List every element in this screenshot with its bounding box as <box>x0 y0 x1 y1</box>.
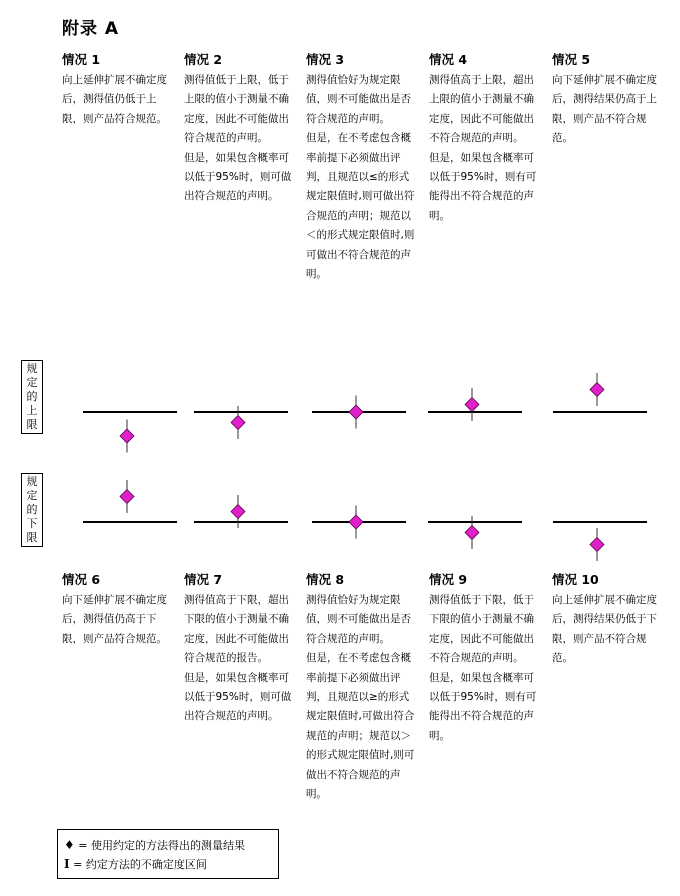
case-paragraph: 测得值低于下限，低于下限的值小于测量不确定度，因此不可能做出不符合规范的声明。 <box>429 594 534 665</box>
case-title: 情况 1 <box>62 52 101 67</box>
case-description <box>429 591 541 746</box>
case-paragraph: 向上延伸扩展不确定度后，测得值仍低于上限，则产品符合规范。 <box>62 74 167 125</box>
case-paragraph: 但是，在不考虑包含概率前提下必须做出评判，且规范以≥的形式规定限值时,可做出符合规范的声明；规范以＞的形式规定限值时,则可做出不符合规范的声明。 <box>306 652 415 801</box>
case-paragraph: 向上延伸扩展不确定度后，测得结果仍低于下限，则产品不符合规范。 <box>552 594 657 665</box>
case-description <box>552 591 664 669</box>
measurement-diamond <box>590 538 604 552</box>
case-title: 情况 3 <box>306 52 345 67</box>
label-char: 下 <box>26 517 38 530</box>
legend-marker-text: = 使用约定的方法得出的测量结果 <box>78 839 245 852</box>
case-title: 情况 9 <box>429 572 468 587</box>
label-char: 定 <box>26 376 38 389</box>
legend-interval-text: = 约定方法的不确定度区间 <box>73 858 207 871</box>
measurement-diamond <box>349 405 363 419</box>
case-title: 情况 10 <box>552 572 599 587</box>
measurement-diamond <box>120 490 134 504</box>
case-paragraph: 但是，如果包含概率可以低于95%时，则有可能得出不符合规范的声明。 <box>429 151 537 222</box>
label-char: 限 <box>26 418 38 431</box>
case-title: 情况 6 <box>62 572 101 587</box>
measurement-diamond <box>349 515 363 529</box>
legend-interval-row <box>64 855 272 874</box>
interval-bar-icon: I <box>64 857 70 871</box>
label-char: 的 <box>26 390 38 403</box>
case-description <box>184 591 296 727</box>
appendix-title: 附录 A <box>62 19 120 39</box>
measurement-diamond <box>465 398 479 412</box>
case-description <box>62 591 174 649</box>
case-paragraph: 向下延伸扩展不确定度后，测得结果仍高于上限，则产品不符合规范。 <box>552 74 657 145</box>
case-description <box>306 591 418 804</box>
case-title: 情况 2 <box>184 52 223 67</box>
measurement-diamond <box>231 416 245 430</box>
case-paragraph: 测得值高于上限，超出上限的值小于测量不确定度，因此不可能做出不符合规范的声明。 <box>429 74 534 145</box>
case-7 <box>184 572 296 727</box>
case-6 <box>62 572 174 649</box>
measurement-diamond <box>231 505 245 519</box>
measurement-diamond <box>465 526 479 540</box>
legend <box>57 829 279 879</box>
case-paragraph: 测得值低于上限，低于上限的值小于测量不确定度，因此不可能做出符合规范的声明。 <box>184 74 289 145</box>
case-paragraph: 但是，如果包含概率可以低于95%时，则可做出符合规范的声明。 <box>184 151 292 203</box>
case-paragraph: 但是，在不考虑包含概率前提下必须做出评判，且规范以≤的形式规定限值时,则可做出符合规范的声明；规范以＜的形式规定限值时,则可做出不符合规范的声明。 <box>306 132 415 281</box>
measurement-diamond <box>590 383 604 397</box>
case-8 <box>306 572 418 804</box>
case-paragraph: 但是，如果包含概率可以低于95%时，则有可能得出不符合规范的声明。 <box>429 671 537 742</box>
case-paragraph: 测得值高于下限，超出下限的值小于测量不确定度，因此不可能做出符合规范的报告。 <box>184 594 289 665</box>
label-char: 限 <box>26 531 38 544</box>
diamond-icon: ♦ <box>64 838 75 852</box>
legend-marker-row <box>64 836 272 855</box>
label-char: 的 <box>26 503 38 516</box>
measurement-diamond <box>120 429 134 443</box>
label-char: 规 <box>26 475 38 488</box>
case-9 <box>429 572 541 746</box>
case-paragraph: 向下延伸扩展不确定度后，测得值仍高于下限，则产品符合规范。 <box>62 594 167 645</box>
case-paragraph: 但是，如果包含概率可以低于95%时，则可做出符合规范的声明。 <box>184 671 292 723</box>
label-char: 定 <box>26 489 38 502</box>
case-title: 情况 7 <box>184 572 223 587</box>
label-char: 规 <box>26 362 38 375</box>
case-title: 情况 8 <box>306 572 345 587</box>
case-title: 情况 4 <box>429 52 468 67</box>
case-paragraph: 测得值恰好为规定限值，则不可能做出是否符合规范的声明。 <box>306 594 411 645</box>
case-10 <box>552 572 664 669</box>
label-char: 上 <box>26 404 38 417</box>
case-title: 情况 5 <box>552 52 591 67</box>
case-paragraph: 测得值恰好为规定限值，则不可能做出是否符合规范的声明。 <box>306 74 411 125</box>
